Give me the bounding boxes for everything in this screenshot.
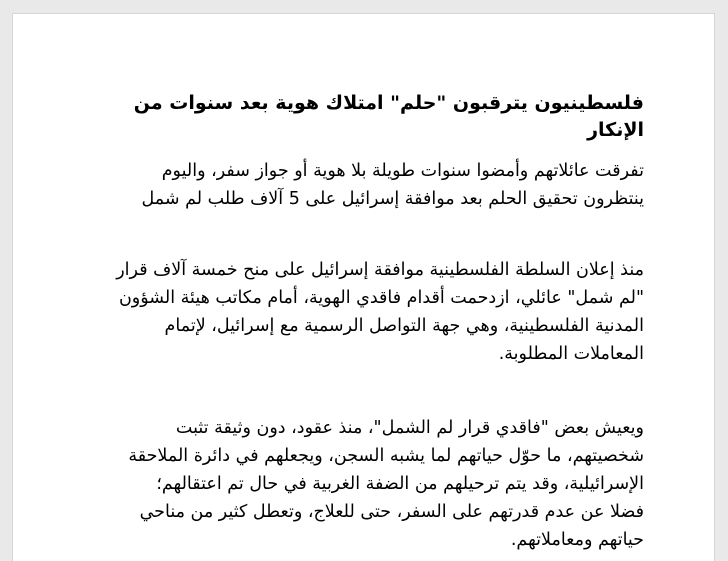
lede-line: ينتظرون تحقيق الحلم بعد موافقة إسرائيل على 5 آلاف طلب لم شمل — [141, 189, 644, 209]
paragraph-line: حياتهم ومعاملاتهم. — [510, 530, 644, 550]
article-content — [13, 14, 714, 561]
paragraph-line: المعاملات المطلوبة. — [498, 344, 644, 364]
paragraph-line: الإسرائيلية، وقد يتم ترحيلهم من الضفة الغربية في حال تم اعتقالهم؛ — [156, 474, 644, 494]
article-lede — [131, 157, 644, 213]
article-paragraph — [116, 256, 644, 368]
lede-line: تفرقت عائلاتهم وأمضوا سنوات طويلة بلا هوية أو جواز سفر، واليوم — [161, 161, 644, 181]
paragraph-line: "لم شمل" عائلي، ازدحمت أقدام فاقدي الهوية، أمام مكاتب هيئة الشؤون — [118, 288, 644, 308]
document-page — [12, 13, 715, 561]
paragraph-line: منذ إعلان السلطة الفلسطينية موافقة إسرائيل على منح خمسة آلاف قرار — [116, 260, 644, 280]
paragraph-line: ويعيش بعض "فاقدي قرار لم الشمل"، منذ عقود، دون وثيقة تثبت — [175, 418, 644, 438]
paragraph-line: المدنية الفلسطينية، وهي جهة التواصل الرسمية مع إسرائيل، لإتمام — [164, 316, 644, 336]
article-paragraph — [128, 414, 644, 554]
paragraph-line: شخصيتهم، ما حوّل حياتهم لما يشبه السجن، ويجعلهم في دائرة الملاحقة — [128, 446, 644, 466]
article-title: فلسطينيون يترقبون "حلم" امتلاك هوية بعد سنوات من الإنكار — [133, 92, 644, 141]
paragraph-line: فضلا عن عدم قدرتهم على السفر، حتى للعلاج، وتعطل كثير من مناحي — [139, 502, 644, 522]
